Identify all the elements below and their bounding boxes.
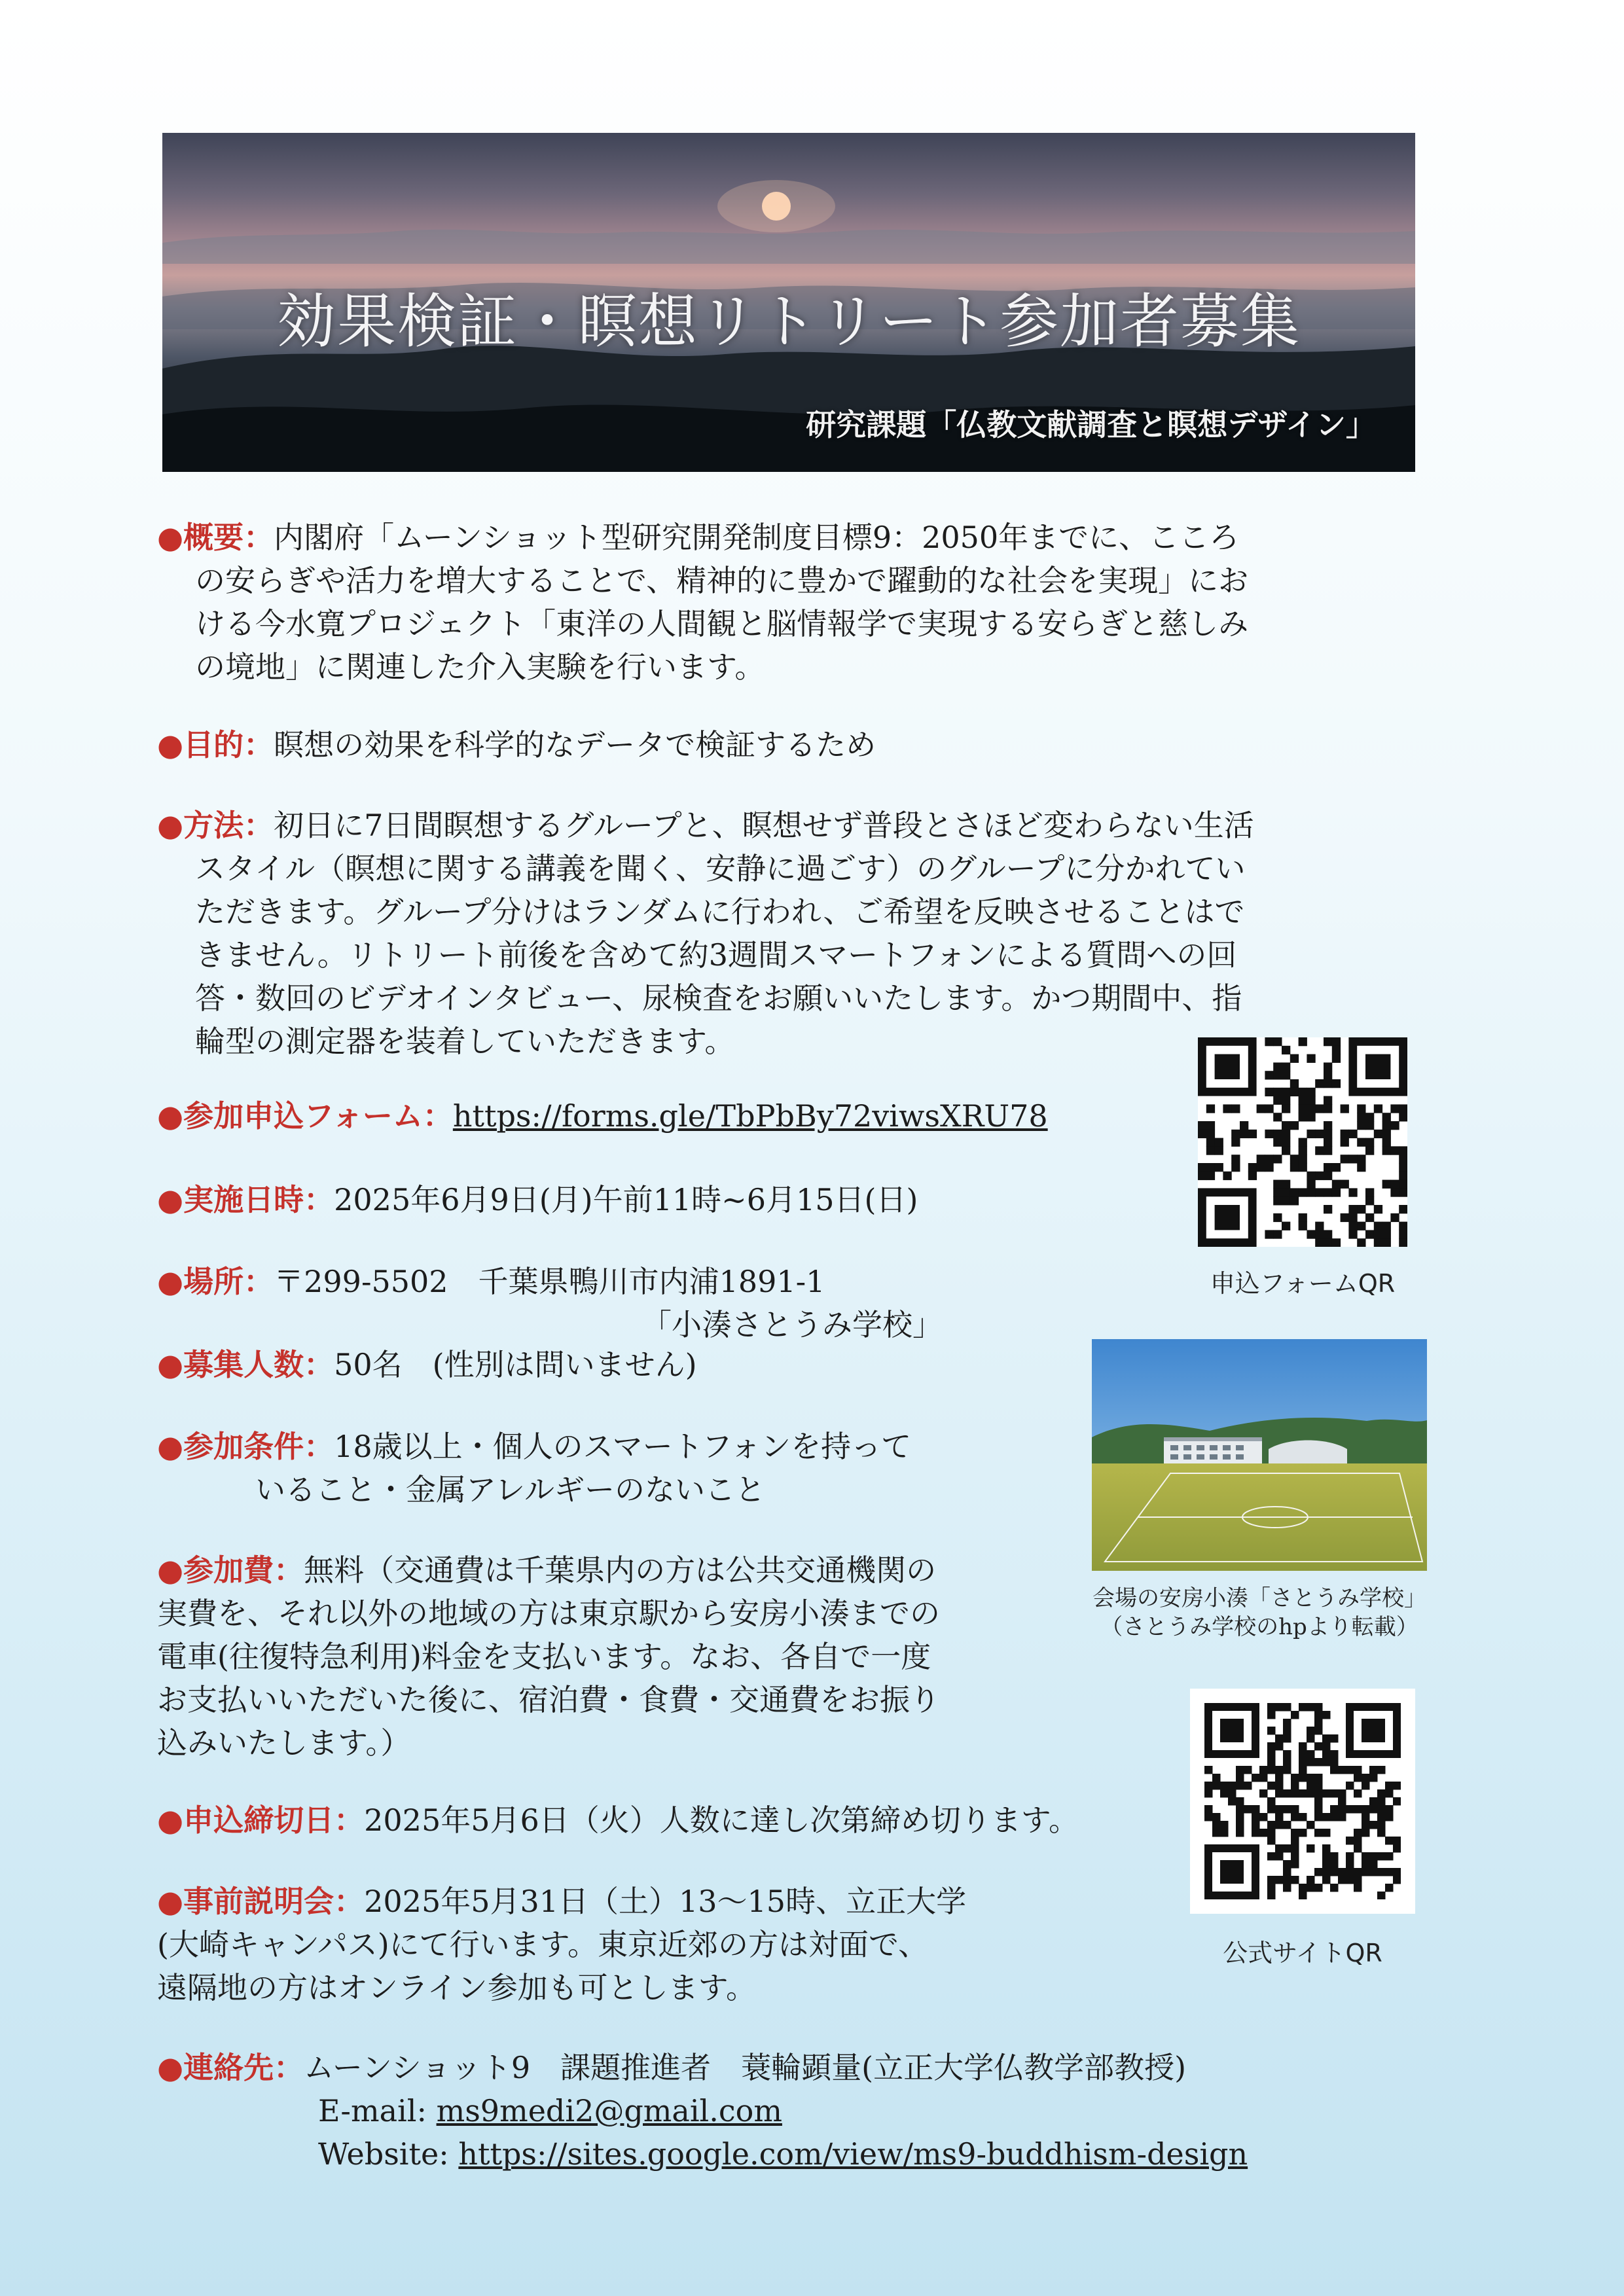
- section-briefing: [157, 1880, 966, 2009]
- method-line: 答・数回のビデオインタビュー、尿検査をお願いいたします。かつ期間中、指: [195, 980, 1242, 1016]
- bullet-icon: ●: [157, 1347, 184, 1382]
- qr-code-icon: [1198, 1037, 1407, 1247]
- briefing-line: (大崎キャンパス)にて行います。東京近郊の方は対面で、: [157, 1927, 929, 1962]
- method-line: きません。リトリート前後を含めて約3週間スマートフォンによる質問への回: [195, 937, 1237, 973]
- capacity-text: 50名 (性別は問いません): [334, 1347, 697, 1382]
- method-line: 輪型の測定器を装着していただきます。: [195, 1024, 735, 1059]
- method-line: 初日に7日間瞑想するグループと、瞑想せず普段とさほど変わらない生活: [274, 808, 1254, 843]
- site-qr-code[interactable]: [1190, 1689, 1415, 1914]
- school-photo-image: [1092, 1339, 1427, 1571]
- overview-label: 概要：: [183, 520, 274, 555]
- website-label: Website:: [318, 2136, 459, 2172]
- venue-name: 「小湊さとうみ学校」: [641, 1307, 943, 1342]
- fee-line: 電車(往復特急利用)料金を支払います。なお、各自で一度: [157, 1639, 931, 1674]
- deadline-text: 2025年5月6日（火）人数に達し次第締め切ります。: [364, 1803, 1079, 1838]
- section-venue: [157, 1260, 943, 1346]
- briefing-label: 事前説明会：: [183, 1884, 365, 1919]
- section-schedule: [157, 1178, 918, 1221]
- form-link[interactable]: https://forms.gle/TbPbBy72viwsXRU78: [452, 1098, 1048, 1134]
- section-purpose: [157, 723, 876, 766]
- fee-line: 込みいたします。）: [157, 1725, 411, 1761]
- briefing-line: 遠隔地の方はオンライン参加も可とします。: [157, 1970, 756, 2005]
- section-method: [157, 804, 1254, 1063]
- venue-address: 〒299-5502 千葉県鴨川市内浦1891-1: [274, 1264, 825, 1299]
- section-contact: [157, 2046, 1248, 2176]
- venue-photo: [1092, 1339, 1427, 1571]
- schedule-text: 2025年6月9日(月)午前11時~6月15日(日): [334, 1182, 918, 1217]
- contact-label: 連絡先：: [183, 2050, 304, 2085]
- bullet-icon: ●: [157, 808, 184, 843]
- bullet-icon: ●: [157, 1264, 184, 1299]
- bullet-icon: ●: [157, 1552, 184, 1588]
- bullet-icon: ●: [157, 1098, 184, 1134]
- section-application-form: [157, 1094, 1048, 1138]
- bullet-icon: ●: [157, 1803, 184, 1838]
- bullet-icon: ●: [157, 727, 184, 762]
- site-qr-caption: 公式サイトQR: [1223, 1939, 1382, 1967]
- briefing-line: 2025年5月31日（土）13〜15時、立正大学: [364, 1884, 967, 1919]
- header-banner: [162, 133, 1415, 472]
- bullet-icon: ●: [157, 2050, 184, 2085]
- deadline-label: 申込締切日：: [183, 1803, 365, 1838]
- website-link[interactable]: https://sites.google.com/view/ms9-buddhism-design: [458, 2136, 1248, 2172]
- bullet-icon: ●: [157, 1429, 184, 1464]
- venue-photo-caption: [1080, 1584, 1439, 1641]
- conditions-label: 参加条件：: [183, 1429, 334, 1464]
- banner-title: 効果検証・瞑想リトリート参加者募集: [277, 287, 1301, 356]
- form-qr-caption: 申込フォームQR: [1210, 1269, 1396, 1298]
- form-qr-code[interactable]: [1198, 1037, 1407, 1247]
- schedule-label: 実施日時：: [183, 1182, 334, 1217]
- overview-line: ける今水寛プロジェクト「東洋の人間観と脳情報学で実現する安らぎと慈しみ: [195, 606, 1249, 641]
- fee-line: 実費を、それ以外の地域の方は東京駅から安房小湊までの: [157, 1596, 940, 1631]
- overview-line: の境地」に関連した介入実験を行います。: [195, 649, 765, 685]
- section-fee: [157, 1549, 940, 1765]
- overview-line: の安らぎや活力を増大することで、精神的に豊かで躍動的な社会を実現」にお: [195, 563, 1249, 598]
- purpose-text: 瞑想の効果を科学的なデータで検証するため: [274, 727, 876, 762]
- conditions-line: 18歳以上・個人のスマートフォンを持って: [334, 1429, 912, 1464]
- qr-code-icon: [1204, 1703, 1401, 1899]
- section-overview: [157, 516, 1248, 689]
- conditions-line: いること・金属アレルギーのないこと: [255, 1472, 766, 1507]
- venue-label: 場所：: [183, 1264, 274, 1299]
- section-capacity: [157, 1343, 697, 1386]
- purpose-label: 目的：: [183, 727, 274, 762]
- form-label: 参加申込フォーム：: [183, 1098, 453, 1134]
- fee-label: 参加費：: [183, 1552, 304, 1588]
- section-deadline: [157, 1799, 1079, 1842]
- capacity-label: 募集人数：: [183, 1347, 334, 1382]
- section-conditions: [157, 1425, 911, 1511]
- email-label: E-mail:: [318, 2093, 437, 2128]
- bullet-icon: ●: [157, 520, 184, 555]
- overview-line: 内閣府「ムーンショット型研究開発制度目標9：2050年までに、こころ: [274, 520, 1240, 555]
- bullet-icon: ●: [157, 1182, 184, 1217]
- contact-text: ムーンショット9 課題推進者 蓑輪顕量(立正大学仏教学部教授): [304, 2050, 1187, 2085]
- fee-line: お支払いいただいた後に、宿泊費・食費・交通費をお振り: [157, 1682, 940, 1717]
- method-label: 方法：: [183, 808, 274, 843]
- banner-subtitle: 研究課題「仏教文献調査と瞑想デザイン」: [806, 407, 1376, 442]
- fee-line: 無料（交通費は千葉県内の方は公共交通機関の: [304, 1552, 937, 1588]
- method-line: スタイル（瞑想に関する講義を聞く、安静に過ごす）のグループに分かれてい: [195, 851, 1246, 886]
- email-link[interactable]: ms9medi2@gmail.com: [436, 2093, 782, 2128]
- bullet-icon: ●: [157, 1884, 184, 1919]
- photo-caption-line: 会場の安房小湊「さとうみ学校」: [1092, 1585, 1426, 1611]
- method-line: ただきます。グループ分けはランダムに行われ、ご希望を反映させることはで: [195, 894, 1245, 929]
- photo-caption-line: （さとうみ学校のhpより転載）: [1100, 1614, 1418, 1640]
